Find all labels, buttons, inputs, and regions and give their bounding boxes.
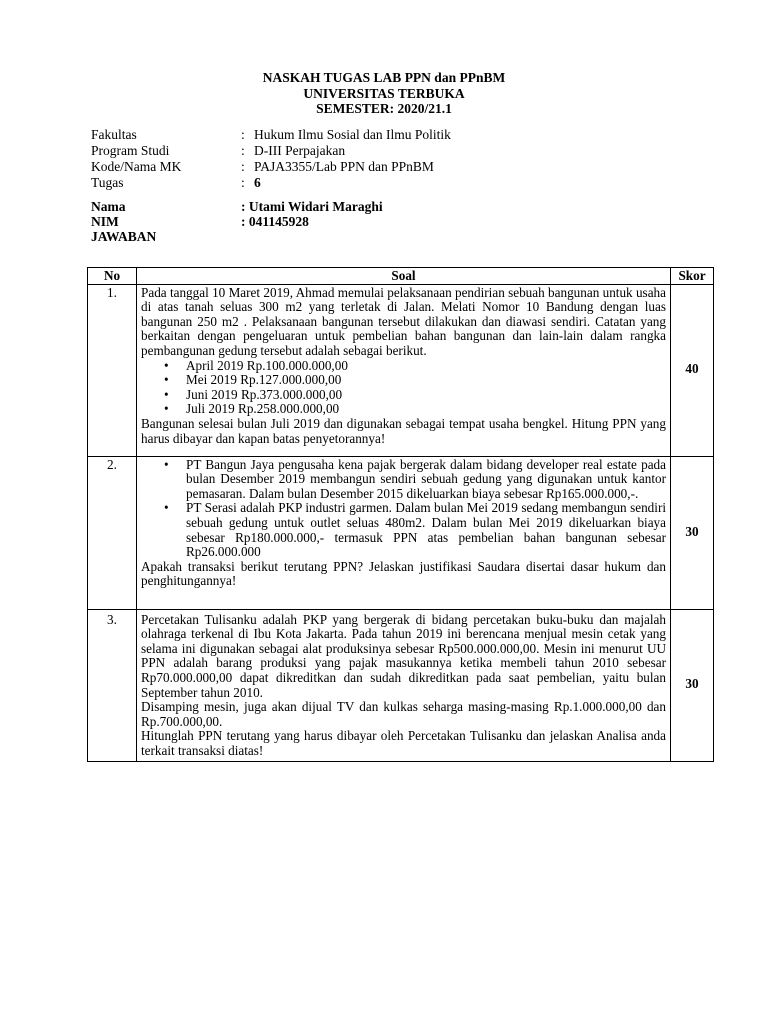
question-text [137,609,671,761]
score-value: 30 [671,456,714,609]
case-list [141,458,666,560]
info-value: PAJA3355/Lab PPN dan PPnBM [254,159,434,174]
list-item: • Juni 2019 Rp.373.000.000,00 [164,386,343,402]
bullet-icon: • [164,456,169,472]
score-value: 40 [671,284,714,456]
bullet-icon: • [164,386,169,402]
student-name-key: Nama [91,199,126,214]
bullet-icon: • [164,500,169,516]
student-nim-key: NIM [91,214,119,229]
header-title: NASKAH TUGAS LAB PPN dan PPnBM [262,70,506,85]
question-outro: Bangunan selesai bulan Juli 2019 dan digunakan sebagai tempat usaha bengkel. Hitung PPN yang harus dibayar dan kapan batas penyetorannya! [141,415,666,446]
question-text [137,456,671,609]
info-key: Tugas [91,175,124,190]
table-row [88,456,714,609]
bullet-icon: • [164,357,169,373]
header-soal: Soal [137,268,671,285]
bullet-icon: • [164,401,169,417]
student-name-value: : Utami Widari Maraghi [241,199,383,214]
expense-list [141,359,666,417]
info-sep: : [241,143,245,158]
list-item: • PT Serasi adalah PKP industri garmen. Dalam bulan Mei 2019 sedang membangun sendiri sebuah gedung untuk outlet seluas 480m2. Dalam bulan Mei 2019 dikeluarkan biaya sebesar Rp180.000.000,- termasuk PPN atas pembelian bahan bangunan sebesar Rp26.000.000 [164,500,666,560]
question-body-3: Hitunglah PPN terutang yang harus dibayar oleh Percetakan Tulisanku dan jelaskan Analisa anda terkait transaksi diatas! [141,728,666,758]
document-header [0,70,768,117]
row-number: 2. [88,456,137,609]
row-number: 1. [88,284,137,456]
row-number: 3. [88,609,137,761]
info-value: 6 [254,175,261,190]
info-key: Program Studi [91,143,170,158]
table-row [88,284,714,456]
info-value: D-III Perpajakan [254,143,346,158]
header-semester: SEMESTER: 2020/21.1 [316,101,452,116]
bullet-icon: • [164,372,169,388]
list-item: • Juli 2019 Rp.258.000.000,00 [164,401,340,417]
student-nim-value: : 041145928 [241,214,309,229]
info-sep: : [241,159,245,174]
info-sep: : [241,127,245,142]
question-outro: Apakah transaksi berikut terutang PPN? Jelaskan justifikasi Saudara disertai dasar hukum dan penghitungannya! [141,558,666,589]
info-sep: : [241,175,245,190]
list-item: • PT Bangun Jaya pengusaha kena pajak bergerak dalam bidang developer real estate pada bulan Desember 2019 membangun sendiri sebuah gedung yang digunakan untuk kantor pemasaran. Dalam bulan Desember 2015 dikeluarkan biaya sebesar Rp165.000.000,-. [164,456,666,501]
score-value: 30 [671,609,714,761]
table-row [88,609,714,761]
question-intro: Pada tanggal 10 Maret 2019, Ahmad memulai pelaksanaan pendirian sebuah bangunan untuk usaha di atas tanah seluas 300 m2 yang terletak di Jalan. Melati Nomor 10 Bandung dengan luas bangunan 250 m2 . Pelaksanaan bangunan tersebut dilakukan dan diawasi sendiri. Catatan yang berkaitan dengan pengeluaran untuk pembelian bahan bangunan dan lain-lain dalam rangka pembangunan gedung tersebut adalah sebagai berikut. [141,284,666,358]
answer-label: JAWABAN [91,229,157,244]
header-university: UNIVERSITAS TERBUKA [303,85,465,101]
info-key: Kode/Nama MK [91,159,182,174]
questions-table [87,267,714,762]
question-body-2: Disamping mesin, juga akan dijual TV dan kulkas seharga masing-masing Rp.1.000.000,00 dan Rp.700.000,00. [141,699,666,729]
question-body: Percetakan Tulisanku adalah PKP yang bergerak di bidang percetakan buku-buku dan majalah olahraga terkenal di Ibu Kota Jakarta. Pada tahun 2019 ini berencana menjual mesin cetak yang selama ini digunakan sebagai alat produksinya sebesar Rp500.000.000,00. Mesin ini menurut UU PPN adalah barang produksi yang pajak masukannya ketika membeli tahun 2010 sebesar Rp70.000.000,00 dapat dikreditkan dan sudah dikreditkan pada saat pembelian, yaitu bulan September tahun 2010. [141,611,666,700]
list-item: • April 2019 Rp.100.000.000,00 [164,357,348,373]
header-skor: Skor [671,268,714,285]
info-key: Fakultas [91,127,137,142]
info-value: Hukum Ilmu Sosial dan Ilmu Politik [254,127,451,142]
list-item: • Mei 2019 Rp.127.000.000,00 [164,372,342,388]
header-no: No [88,268,137,285]
table-header-row [88,268,714,285]
question-text [137,284,671,456]
